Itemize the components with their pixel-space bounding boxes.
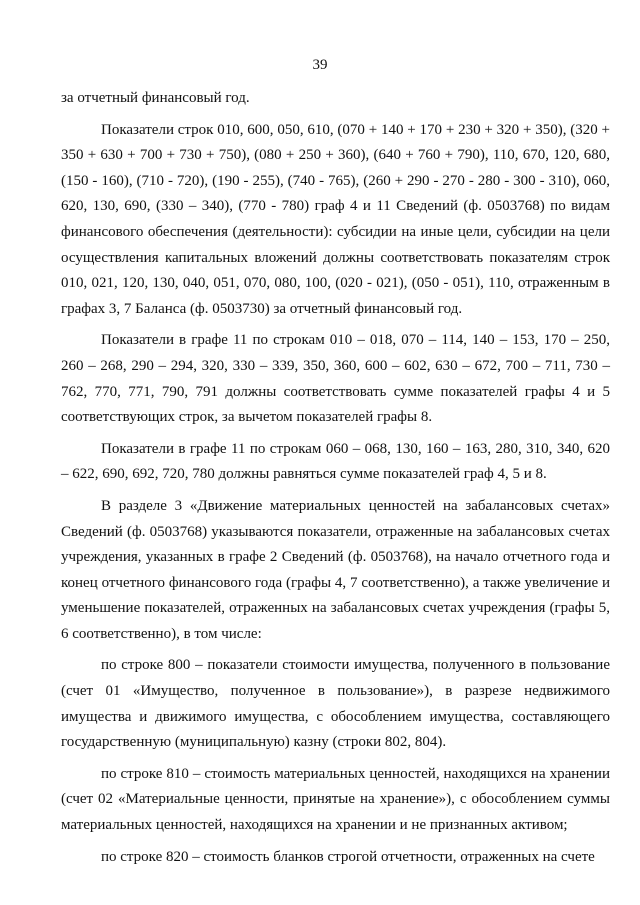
- paragraph-7: по строке 810 – стоимость материальных ценностей, находящихся на хранении (счет 02 «Материальные ценности, принятые на хранение»), с обособлением суммы материальных ценностей, находящихся на хранении и не признанных активом;: [61, 765, 610, 834]
- page-number: 39: [312, 57, 328, 73]
- paragraph-6: по строке 800 – показатели стоимости имущества, полученного в пользование (счет 01 «Имущество, полученное в пользование»), в разрезе недвижимого имущества и движимого имущества, с обособлением имущества, составляющего государственную (муниципальную) казну (строки 802, 804).: [61, 657, 610, 751]
- body-text: [61, 86, 610, 870]
- paragraph-8: по строке 820 – стоимость бланков строгой отчетности, отраженных на счете: [101, 848, 595, 865]
- paragraph-5: В разделе 3 «Движение материальных ценностей на забалансовых счетах» Сведений (ф. 0503768) указываются показатели, отраженные на забалансовых счетах учреждения, указанных в графе 2 Сведений (ф. 0503768), на начало отчетного года и конец отчетного финансового года (графы 4, 7 соответственно), а также увеличение и уменьшение показателей, отраженных на забалансовых счетах учреждения (графы 5, 6 соответственно), в том числе:: [61, 497, 610, 642]
- paragraph-3: Показатели в графе 11 по строкам 010 – 018, 070 – 114, 140 – 153, 170 – 250, 260 – 268, 290 – 294, 320, 330 – 339, 350, 360, 600 – 602, 630 – 672, 700 – 711, 730 – 762, 770, 771, 790, 791 должны соответствовать сумме показателей графы 4 и 5 соответствующих строк, за вычетом показателей графы 8.: [61, 332, 610, 426]
- paragraph-4: Показатели в графе 11 по строкам 060 – 068, 130, 160 – 163, 280, 310, 340, 620 – 622, 690, 692, 720, 780 должны равняться сумме показателей граф 4, 5 и 8.: [61, 440, 610, 483]
- paragraph-2: Показатели строк 010, 600, 050, 610, (070 + 140 + 170 + 230 + 320 + 350), (320 + 350 + 630 + 700 + 730 + 750), (080 + 250 + 360), (640 + 760 + 790), 110, 670, 120, 680, (150 - 160), (710 - 720), (190 - 255), (740 - 765), (260 + 290 - 270 - 280 - 300 - 310), 060, 620, 130, 690, (330 – 340), (770 - 780) граф 4 и 11 Сведений (ф. 0503768) по видам финансового обеспечения (деятельности): субсидии на иные цели, субсидии на цели осуществления капитальных вложений должны соответствовать показателям строк 010, 021, 120, 130, 040, 051, 070, 080, 100, (020 - 021), (050 - 051), 110, отраженным в графах 3, 7 Баланса (ф. 0503730) за отчетный финансовый год.: [61, 121, 610, 317]
- paragraph-1: за отчетный финансовый год.: [61, 90, 250, 106]
